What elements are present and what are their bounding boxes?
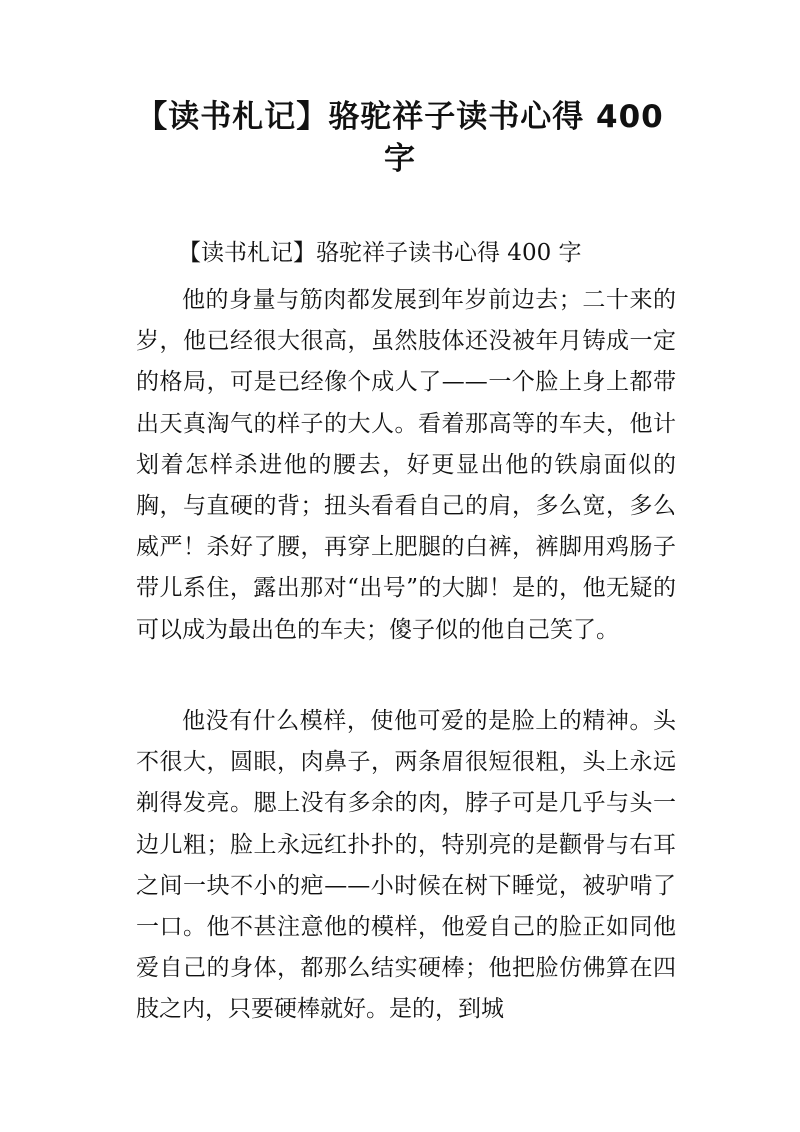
document-subtitle: 【读书札记】骆驼祥子读书心得 400 字 xyxy=(178,240,582,266)
paragraph-2: 他没有什么模样，使他可爱的是脸上的精神。头不很大，圆眼，肉鼻子，两条眉很短很粗，头上永远剃得发亮。腮上没有多余的肉，脖子可是几乎与头一边儿粗；脸上永远红扑扑的，特别亮的是颧骨与右耳之间一块不小的疤——小时候在树下睡觉，被驴啃了一口。他不甚注意他的模样，他爱自己的脸正如同他爱自己的身体，都那么结实硬棒；他把脸仿佛算在四肢之内，只要硬棒就好。是的，到城 xyxy=(136,708,676,1023)
paragraph-1: 他的身量与筋肉都发展到年岁前边去；二十来的岁，他已经很大很高，虽然肢体还没被年月铸成一定的格局，可是已经像个成人了——一个脸上身上都带出天真淘气的样子的大人。看着那高等的车夫，他计划着怎样杀进他的腰去，好更显出他的铁扇面似的胸，与直硬的背；扭头看看自己的肩，多么宽，多么威严！杀好了腰，再穿上肥腿的白裤，裤脚用鸡肠子带儿系住，露出那对“出号”的大脚！是的，他无疑的可以成为最出色的车夫；傻子似的他自己笑了。 xyxy=(136,287,676,643)
document-title: 【读书札记】骆驼祥子读书心得 400 字 xyxy=(136,99,664,177)
